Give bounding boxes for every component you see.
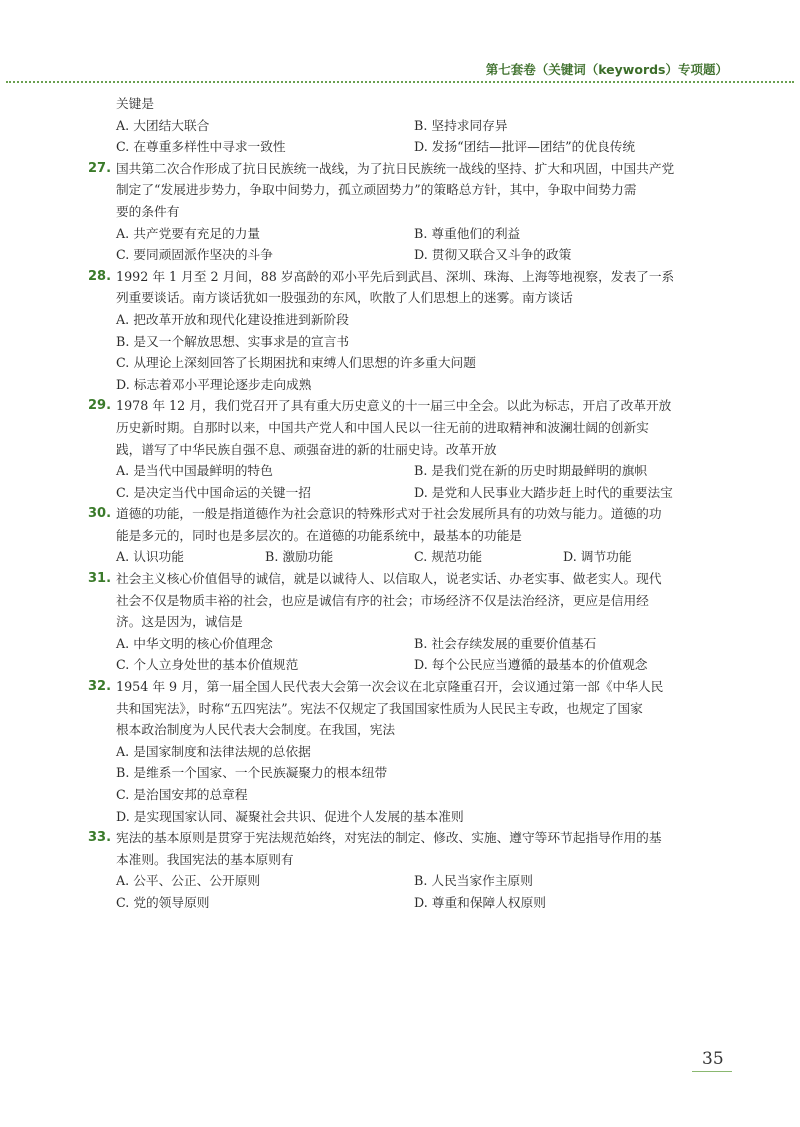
option-c: C. 从理论上深刻回答了长期困扰和束缚人们思想的许多重大问题 [116, 355, 476, 371]
question-stem-text: 1992 年 1 月至 2 月间，88 岁高龄的邓小平先后到武昌、深圳、珠海、上海等地视察，发表了一系 [116, 268, 675, 284]
option-row [88, 460, 728, 482]
question-stem-text: 道德的功能，一般是指道德作为社会意识的特殊形式对于社会发展所具有的功效与能力。道德的功 [116, 506, 662, 522]
option-c: C. 是决定当代中国命运的关键一招 [116, 484, 311, 500]
option-b: B. 人民当家作主原则 [414, 873, 533, 889]
question-32-line-1 [88, 676, 728, 698]
option-b: B. 激励功能 [265, 549, 334, 565]
question-31-line-1 [88, 568, 728, 590]
option-c: C. 是治国安邦的总章程 [116, 787, 248, 802]
option-c: C. 个人立身处世的基本价值规范 [116, 657, 299, 673]
question-stem-line: 践，谱写了中华民族自强不息、顽强奋进的新的壮丽史诗。改革开放 [116, 441, 497, 457]
option-row [88, 244, 728, 266]
option-a: A. 公平、公正、公开原则 [116, 873, 261, 889]
page-number: 35 [702, 1049, 724, 1069]
option-d: D. 每个公民应当遵循的最基本的价值观念 [414, 657, 648, 673]
question-number: 27. [88, 160, 112, 176]
question-stem-line: 列重要谈话。南方谈话犹如一股强劲的东风，吹散了人们思想上的迷雾。南方谈话 [116, 290, 573, 306]
question-stem-line: 历史新时期。自那时以来，中国共产党人和中国人民以一往无前的进取精神和波澜壮阔的创新实 [116, 419, 649, 435]
question-stem-text: 社会主义核心价值倡导的诚信，就是以诚待人、以信取人，说老实话、办老实事、做老实人。现代 [116, 571, 662, 587]
question-number: 31. [88, 571, 112, 587]
option-d: D. 调节功能 [563, 549, 632, 565]
page-number-underline [692, 1071, 732, 1072]
question-stem-line: 制定了“发展进步势力，争取中间势力，孤立顽固势力”的策略总方针，其中，争取中间势力需 [116, 182, 637, 198]
question-number: 29. [88, 398, 112, 414]
question-stem-text: 1954 年 9 月，第一届全国人民代表大会第一次会议在北京隆重召开，会议通过第一部《中华人民 [116, 679, 664, 695]
option-d: D. 是党和人民事业大踏步赶上时代的重要法宝 [414, 484, 673, 500]
question-29-line-1 [88, 395, 728, 417]
option-d: D. 尊重和保障人权原则 [414, 894, 546, 910]
question-stem-line: 济。这是因为，诚信是 [116, 614, 243, 630]
option-a: A. 是国家制度和法律法规的总依据 [116, 743, 311, 759]
question-stem-line: 关键是 [116, 96, 155, 111]
option-d: D. 标志着邓小平理论逐步走向成熟 [116, 376, 312, 392]
option-b: B. 是又一个解放思想、实事求是的宣言书 [116, 333, 350, 349]
question-30-line-1 [88, 503, 728, 525]
option-row [88, 870, 728, 892]
option-row [88, 546, 728, 568]
question-list [88, 93, 728, 914]
option-a: A. 认识功能 [116, 549, 184, 565]
option-b: B. 社会存续发展的重要价值基石 [414, 635, 597, 651]
option-a: A. 大团结大联合 [116, 117, 210, 133]
option-c: C. 党的领导原则 [116, 894, 210, 910]
option-b: B. 坚持求同存异 [414, 117, 508, 133]
question-stem-line: 要的条件有 [116, 203, 180, 219]
option-b: B. 尊重他们的利益 [414, 225, 521, 241]
question-number: 32. [88, 679, 112, 695]
option-c: C. 规范功能 [414, 549, 483, 565]
option-row [88, 892, 728, 914]
option-b: B. 是我们党在新的历史时期最鲜明的旗帜 [414, 463, 648, 479]
option-a: A. 共产党要有充足的力量 [116, 225, 261, 241]
page-header-title: 第七套卷（关键词（keywords）专项题） [485, 62, 728, 77]
option-c: C. 在尊重多样性中寻求一致性 [116, 139, 286, 155]
option-row [88, 223, 728, 245]
question-28-line-1 [88, 266, 728, 288]
question-stem-line: 共和国宪法》，时称“五四宪法”。宪法不仅规定了我国国家性质为人民民主专政，也规定了国家 [116, 700, 643, 716]
question-number: 28. [88, 268, 112, 284]
question-stem-line: 本准则。我国宪法的基本原则有 [116, 851, 294, 867]
question-number: 33. [88, 830, 112, 846]
option-a: A. 是当代中国最鲜明的特色 [116, 463, 273, 479]
question-stem-line: 能是多元的，同时也是多层次的。在道德的功能系统中，最基本的功能是 [116, 527, 522, 543]
option-row [88, 115, 728, 137]
question-27-line-1 [88, 158, 728, 180]
header-dotted-divider [6, 81, 794, 83]
option-b: B. 是维系一个国家、一个民族凝聚力的根本纽带 [116, 765, 388, 781]
option-a: A. 把改革开放和现代化建设推进到新阶段 [116, 311, 349, 327]
option-c: C. 要同顽固派作坚决的斗争 [116, 247, 273, 263]
question-stem-text: 国共第二次合作形成了抗日民族统一战线，为了抗日民族统一战线的坚持、扩大和巩固，中国共产党 [116, 160, 675, 176]
question-stem-line: 社会不仅是物质丰裕的社会，也应是诚信有序的社会；市场经济不仅是法治经济，更应是信用经 [116, 592, 649, 608]
question-stem-text: 1978 年 12 月，我们党召开了具有重大历史意义的十一届三中全会。以此为标志，开启了改革开放 [116, 398, 672, 414]
question-33-line-1 [88, 827, 728, 849]
option-row [88, 482, 728, 504]
option-a: A. 中华文明的核心价值理念 [116, 635, 273, 651]
option-d: D. 贯彻又联合又斗争的政策 [414, 247, 572, 263]
option-d: D. 发扬“团结—批评—团结”的优良传统 [414, 139, 636, 155]
option-row [88, 136, 728, 158]
option-row [88, 654, 728, 676]
question-stem-line: 根本政治制度为人民代表大会制度。在我国，宪法 [116, 722, 396, 738]
option-row [88, 633, 728, 655]
option-d: D. 是实现国家认同、凝聚社会共识、促进个人发展的基本准则 [116, 808, 464, 824]
question-stem-text: 宪法的基本原则是贯穿于宪法规范始终，对宪法的制定、修改、实施、遵守等环节起指导作用的基 [116, 830, 662, 846]
question-number: 30. [88, 506, 112, 522]
